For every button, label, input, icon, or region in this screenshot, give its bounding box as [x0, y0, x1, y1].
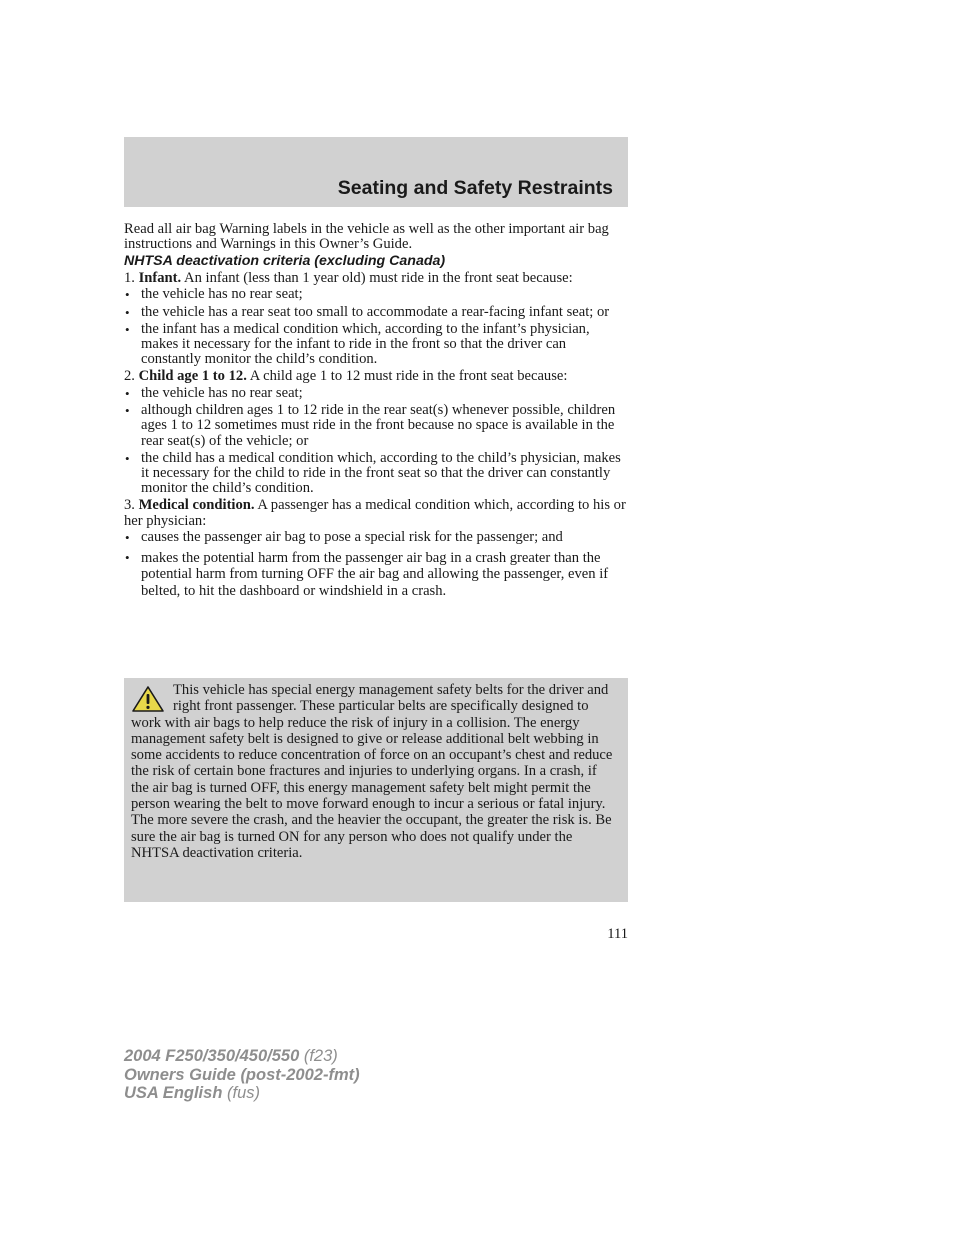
list-item: [124, 550, 628, 599]
footer-line-2: [124, 1066, 360, 1085]
footer-language: USA English: [124, 1084, 223, 1102]
list-item-text: although children ages 1 to 12 ride in the rear seat(s) whenever possible, children ages 1 to 12 sometimes must ride in the front because no space is available in the rear seat(s) of the vehicle; or: [141, 402, 616, 449]
criterion-number: 3.: [124, 497, 135, 514]
bullet-dot: •: [125, 403, 130, 419]
bullet-dot: •: [125, 530, 130, 546]
list-item: [124, 451, 628, 497]
page-number: 111: [607, 926, 628, 942]
criterion-1: [124, 271, 628, 286]
criterion-text: An infant (less than 1 year old) must ride in the front seat because:: [184, 269, 573, 286]
criterion-term: Infant.: [138, 269, 182, 286]
intro-paragraph: Read all air bag Warning labels in the vehicle as well as the other important air bag instructions and Warnings in this Owner’s Guide.: [124, 221, 609, 253]
list-item-text: the vehicle has no rear seat;: [141, 385, 303, 402]
footer-line-3: [124, 1084, 360, 1103]
document-footer: [124, 1047, 360, 1103]
list-item-text: the vehicle has no rear seat;: [141, 286, 303, 303]
list-item-text: the vehicle has a rear seat too small to accommodate a rear-facing infant seat; or: [141, 303, 610, 320]
criterion-term: Medical condition.: [138, 497, 255, 514]
section-header-band: [124, 137, 628, 207]
list-item: [124, 305, 628, 320]
list-item: [124, 530, 628, 545]
section-title: Seating and Safety Restraints: [337, 177, 613, 199]
criterion-2-list: [124, 386, 628, 496]
footer-guide: Owners Guide (post-2002-fmt): [124, 1065, 360, 1084]
footer-language-code: (fus): [222, 1084, 260, 1102]
list-item: [124, 322, 628, 368]
list-item-text: the infant has a medical condition which, according to the infant’s physician, makes it necessary for the infant to ride in the front so that the driver can constantly monitor the child’s condition.: [141, 320, 590, 368]
criterion-text: A passenger has a medical condition which, according to his or her physician:: [124, 497, 626, 529]
body-content: [124, 222, 628, 603]
bullet-dot: •: [125, 304, 130, 320]
criterion-term: Child age 1 to 12.: [138, 368, 247, 385]
list-item-text: causes the passenger air bag to pose a special risk for the passenger; and: [141, 529, 563, 546]
bullet-dot: •: [125, 287, 130, 303]
bullet-dot: •: [125, 450, 130, 466]
footer-line-1: [124, 1047, 360, 1066]
bullet-dot: •: [125, 386, 130, 402]
warning-text: This vehicle has special energy management safety belts for the driver and right front passenger. These particular belts are specifically designed to work with air bags to help reduce the risk of injury in a collision. The energy management safety belt is designed to give or release additional belt webbing in some accidents to reduce concentration of force on an occupant’s chest and reduce the risk of certain bone fractures and injuries to underlying organs. In a crash, if the air bag is turned OFF, this energy management safety belt might permit the person wearing the belt to move forward enough to incur a serious or fatal injury. The more severe the crash, and the heavier the occupant, the greater the risk is. Be sure the air bag is turned ON for any person who does not qualify under the NHTSA deactivation criteria.: [131, 682, 613, 861]
criterion-text: A child age 1 to 12 must ride in the front seat because:: [249, 368, 568, 385]
bullet-dot: •: [125, 321, 130, 337]
footer-model: 2004 F250/350/450/550: [124, 1047, 300, 1065]
list-item: [124, 287, 628, 302]
criterion-1-list: [124, 287, 628, 367]
bullet-dot: •: [125, 550, 130, 566]
footer-model-code: (f23): [299, 1047, 338, 1065]
criterion-3-list: [124, 530, 628, 599]
criterion-3: [124, 498, 628, 528]
warning-box: [124, 678, 628, 902]
list-item-text: makes the potential harm from the passenger air bag in a crash greater than the potential harm from turning OFF the air bag and allowing the passenger, even if belted, to hit the dashboard or windshield in a crash.: [141, 550, 609, 599]
list-item: [124, 403, 628, 449]
warning-triangle-icon: [131, 685, 165, 713]
subheading: NHTSA deactivation criteria (excluding Canada): [124, 252, 446, 269]
list-item-text: the child has a medical condition which, according to the child’s physician, makes it necessary for the child to ride in the front seat so that the driver can constantly monitor the child’s condition.: [141, 449, 621, 497]
criterion-number: 1.: [124, 269, 135, 286]
criterion-number: 2.: [124, 368, 135, 385]
criterion-2: [124, 369, 628, 384]
list-item: [124, 386, 628, 401]
